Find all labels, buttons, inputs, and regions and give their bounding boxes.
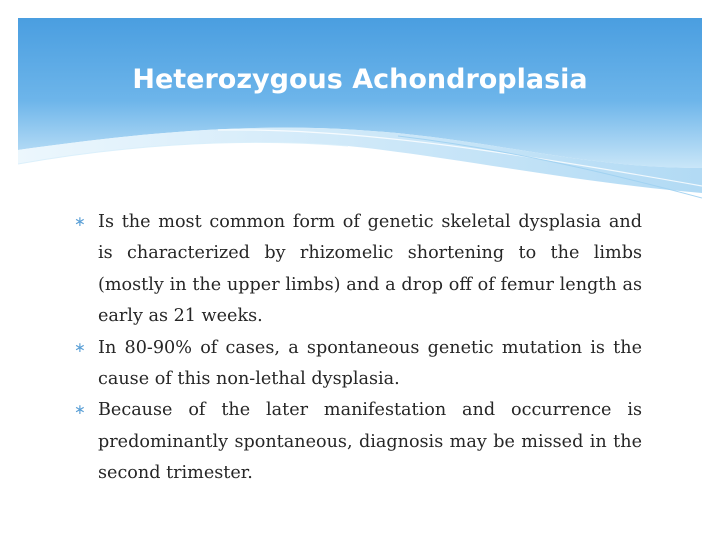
bullet-text: Is the most common form of genetic skeletal dysplasia and is characterized by rhizomelic shortening to the limbs (mostly in the upper limbs) and a drop off of femur length as early as 21 weeks. bbox=[98, 212, 642, 327]
bullet-item bbox=[74, 333, 642, 396]
bullet-item bbox=[74, 207, 642, 333]
bullet-text: In 80-90% of cases, a spontaneous genetic mutation is the cause of this non-lethal dysplasia. bbox=[98, 337, 642, 390]
bullet-list bbox=[74, 207, 642, 490]
slide-title: Heterozygous Achondroplasia bbox=[132, 64, 588, 95]
asterisk-bullet-icon: ∗ bbox=[74, 402, 86, 419]
asterisk-bullet-icon: ∗ bbox=[74, 214, 86, 230]
asterisk-bullet-icon: ∗ bbox=[74, 339, 86, 356]
bullet-text: Because of the later manifestation and occurrence is predominantly spontaneous, diagnosis may be missed in the second trimester. bbox=[98, 400, 642, 484]
header-banner bbox=[18, 18, 702, 208]
bullet-item bbox=[74, 395, 642, 489]
header-wave-background bbox=[18, 18, 702, 208]
